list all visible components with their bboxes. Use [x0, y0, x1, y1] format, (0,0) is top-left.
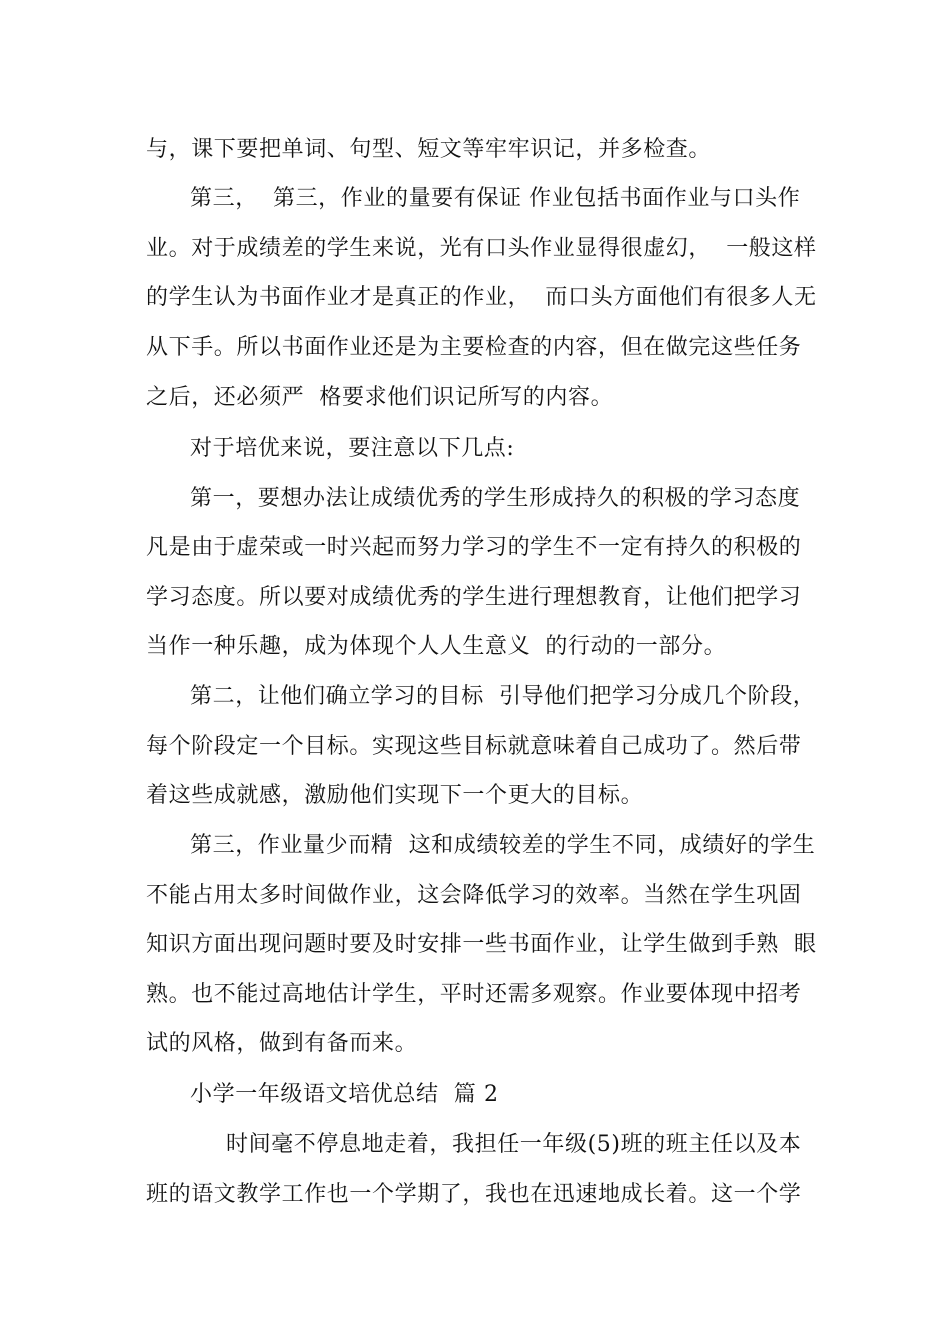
text-line: 与，课下要把单词、句型、短文等牢牢识记，并多检查。	[146, 137, 712, 162]
text-line: 不能占用太多时间做作业，这会降低学习的效率。当然在学生巩固	[146, 883, 802, 908]
section-heading: 小学一年级语文培优总结 篇 2	[190, 1082, 499, 1107]
text-line: 试的风格，做到有备而来。	[146, 1031, 418, 1056]
text-line: 第三， 第三，作业的量要有保证 作业包括书面作业与口头作	[190, 186, 801, 211]
text-line: 的学生认为书面作业才是真正的作业， 而口头方面他们有很多人无	[146, 285, 817, 310]
text-line: 当作一种乐趣，成为体现个人人生意义 的行动的一部分。	[146, 634, 727, 659]
text-line: 凡是由于虚荣或一时兴起而努力学习的学生不一定有持久的积极的	[146, 535, 802, 560]
text-line: 熟。也不能过高地估计学生，平时还需多观察。作业要体现中招考	[146, 982, 802, 1007]
text-line: 班的语文教学工作也一个学期了，我也在迅速地成长着。这一个学	[146, 1182, 802, 1207]
text-line: 从下手。所以书面作业还是为主要检查的内容，但在做完这些任务	[146, 335, 802, 360]
text-line: 第一，要想办法让成绩优秀的学生形成持久的积极的学习态度	[190, 486, 801, 511]
text-line: 知识方面出现问题时要及时安排一些书面作业，让学生做到手熟 眼	[146, 932, 817, 957]
text-line: 每个阶段定一个目标。实现这些目标就意味着自己成功了。然后带	[146, 734, 802, 759]
text-line: 业。对于成绩差的学生来说，光有口头作业显得很虚幻， 一般这样	[146, 236, 817, 261]
text-line: 着这些成就感，激励他们实现下一个更大的目标。	[146, 783, 644, 808]
text-line: 学习态度。所以要对成绩优秀的学生进行理想教育，让他们把学习	[146, 585, 802, 610]
text-line: 之后，还必须严 格要求他们识记所写的内容。	[146, 385, 614, 410]
text-line: 第二，让他们确立学习的目标 引导他们把学习分成几个阶段，	[190, 684, 816, 709]
text-line: 第三，作业量少而精 这和成绩较差的学生不同，成绩好的学生	[190, 833, 816, 858]
text-line: 时间毫不停息地走着，我担任一年级(5)班的班主任以及本	[226, 1132, 802, 1157]
text-line: 对于培优来说，要注意以下几点:	[190, 436, 515, 461]
